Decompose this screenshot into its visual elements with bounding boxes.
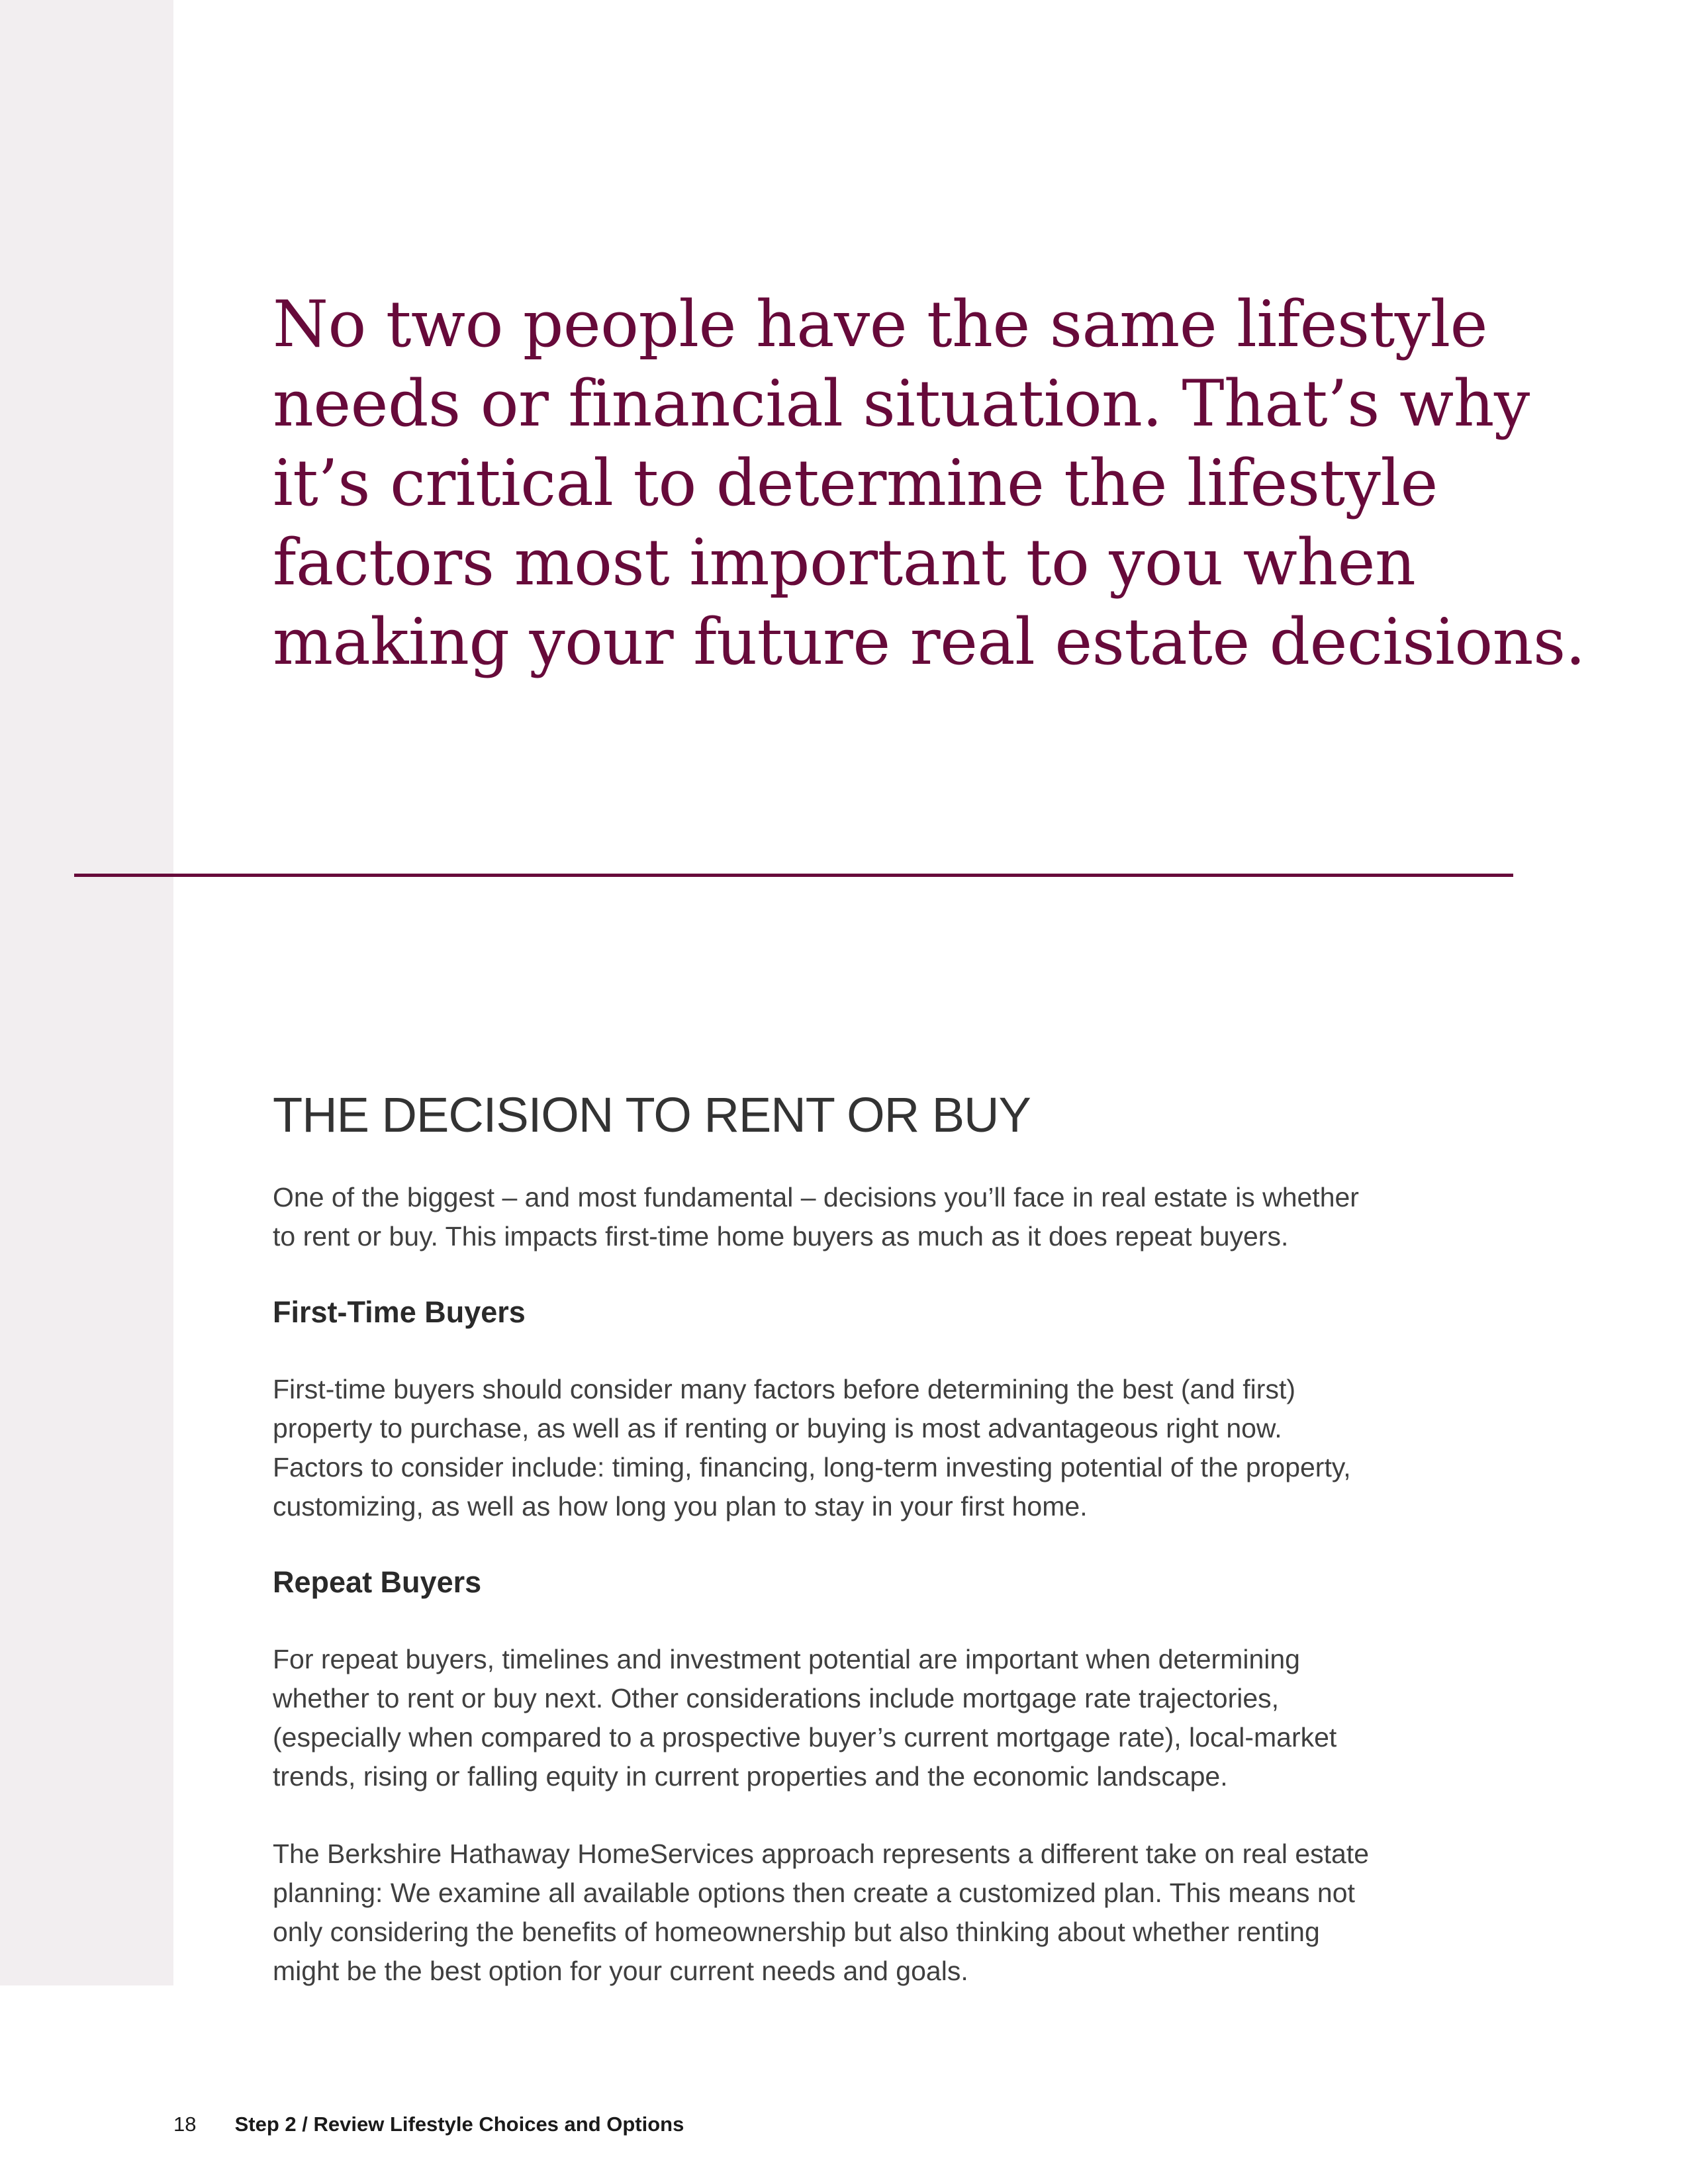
side-band	[0, 0, 173, 1985]
section-divider	[74, 874, 1513, 877]
pull-quote	[273, 285, 1585, 682]
repeat-buyers-heading: Repeat Buyers	[273, 1565, 482, 1599]
first-time-buyers-heading: First-Time Buyers	[273, 1295, 526, 1329]
repeat-line: For repeat buyers, timelines and investment potential are important when determining	[273, 1644, 1300, 1674]
first-time-line: First-time buyers should consider many factors before determining the best (and first)	[273, 1374, 1295, 1404]
repeat-line: whether to rent or buy next. Other considerations include mortgage rate trajectories,	[273, 1683, 1280, 1713]
section-title: THE DECISION TO RENT OR BUY	[273, 1087, 1031, 1142]
repeat-line: (especially when compared to a prospective buyer’s current mortgage rate), local-market	[273, 1722, 1337, 1752]
pull-quote-line: No two people have the same lifestyle	[273, 287, 1487, 361]
intro-paragraph	[273, 1178, 1458, 1256]
page-footer	[173, 2111, 684, 2138]
pull-quote-line: making your future real estate decisions.	[273, 605, 1585, 679]
closing-paragraph	[273, 1835, 1458, 1991]
repeat-buyers-paragraph	[273, 1640, 1458, 1796]
pull-quote-line: factors most important to you when	[273, 525, 1416, 600]
page-number: 18	[173, 2113, 197, 2136]
paragraph-spacer	[273, 1796, 1458, 1835]
closing-line: might be the best option for your current needs and goals.	[273, 1956, 968, 1986]
first-time-line: Factors to consider include: timing, financing, long-term investing potential of the property,	[273, 1452, 1351, 1482]
first-time-buyers-paragraph	[273, 1370, 1458, 1526]
first-time-line: property to purchase, as well as if renting or buying is most advantageous right now.	[273, 1413, 1282, 1443]
pull-quote-line: needs or financial situation. That’s why	[273, 367, 1530, 441]
footer-breadcrumb: Step 2 / Review Lifestyle Choices and Options	[234, 2113, 684, 2136]
closing-line: planning: We examine all available options then create a customized plan. This means not	[273, 1878, 1355, 1908]
closing-line: The Berkshire Hathaway HomeServices approach represents a different take on real estate	[273, 1839, 1370, 1869]
pull-quote-line: it’s critical to determine the lifestyle	[273, 446, 1438, 520]
rent-or-buy-section	[273, 1085, 1458, 1991]
intro-line: One of the biggest – and most fundamental – decisions you’ll face in real estate is whether	[273, 1182, 1359, 1212]
repeat-line: trends, rising or falling equity in current properties and the economic landscape.	[273, 1761, 1228, 1792]
intro-line: to rent or buy. This impacts first-time home buyers as much as it does repeat buyers.	[273, 1221, 1289, 1251]
closing-line: only considering the benefits of homeownership but also thinking about whether renting	[273, 1917, 1320, 1947]
first-time-line: customizing, as well as how long you plan to stay in your first home.	[273, 1491, 1088, 1522]
